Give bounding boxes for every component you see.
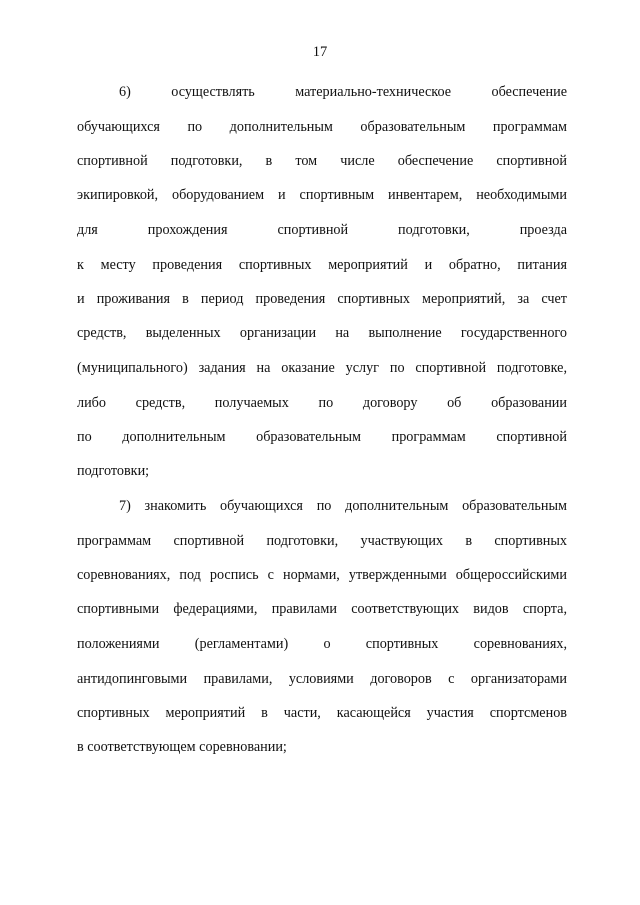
paragraph-6-line: спортивной подготовки, в том числе обеспечение спортивной	[77, 153, 567, 169]
page-number: 17	[312, 44, 328, 60]
paragraph-6-line: подготовки;	[77, 463, 150, 479]
paragraph-7-line: программам спортивной подготовки, участвующих в спортивных	[77, 533, 567, 549]
paragraph-7-line: спортивных мероприятий в части, касающейся участия спортсменов	[77, 705, 567, 721]
paragraph-7-line: 7) знакомить обучающихся по дополнительным образовательным	[119, 498, 567, 514]
paragraph-6-line: 6) осуществлять материально-техническое обеспечение	[119, 84, 567, 100]
paragraph-6-line: и проживания в период проведения спортивных мероприятий, за счет	[77, 291, 567, 307]
paragraph-6-line: обучающихся по дополнительным образовательным программам	[77, 119, 567, 135]
paragraph-6-line: либо средств, получаемых по договору об образовании	[77, 395, 567, 411]
paragraph-6-line: к месту проведения спортивных мероприятий и обратно, питания	[77, 257, 567, 273]
paragraph-7-line: в соответствующем соревновании;	[77, 739, 287, 755]
paragraph-6-line: по дополнительным образовательным программам спортивной	[77, 429, 567, 445]
paragraph-6-line: экипировкой, оборудованием и спортивным инвентарем, необходимыми	[77, 187, 567, 203]
paragraph-7-line: антидопинговыми правилами, условиями договоров с организаторами	[77, 671, 567, 687]
paragraph-6-line: средств, выделенных организации на выполнение государственного	[77, 325, 567, 341]
paragraph-7-line: спортивными федерациями, правилами соответствующих видов спорта,	[77, 601, 567, 617]
paragraph-7-line: соревнованиях, под роспись с нормами, утвержденными общероссийскими	[77, 567, 567, 583]
paragraph-7-line: положениями (регламентами) о спортивных соревнованиях,	[77, 636, 567, 652]
paragraph-6-line: для прохождения спортивной подготовки, проезда	[77, 222, 567, 238]
paragraph-6-line: (муниципального) задания на оказание услуг по спортивной подготовке,	[77, 360, 567, 376]
